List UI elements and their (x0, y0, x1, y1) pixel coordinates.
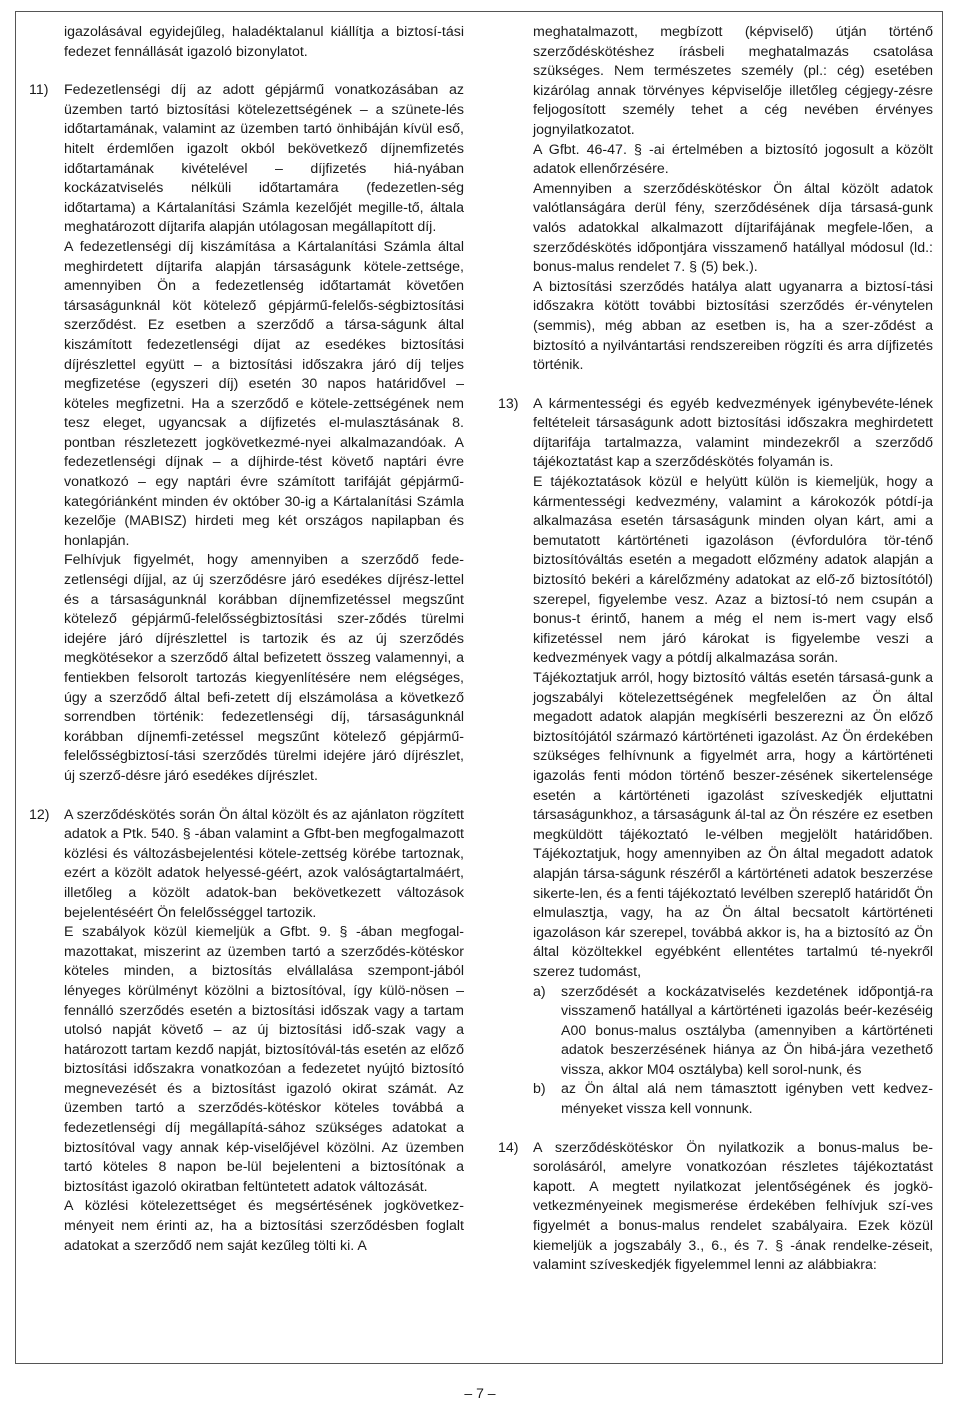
sub-item-a (533, 983, 933, 1081)
item-11-paragraph-2: A fedezetlenségi díj kiszámítása a Kártalanítási Számla által meghirdetett díjtarifa alapján társaságunk kötele-zettsége, amennyiben Ön a fedezetlenség időtartamát követően társaságunknál köt kötelező gépjármű-felelős-ségbiztosítási szerződést. Ez esetben a szerződő a társa-ságunk által kiszámított fedezetlenségi díjat az esedékes biztosítási díjrészlettel együtt – a biztosítási időszakra járó díj teljes megfizetése (egyszeri díj) esetén 30 napos határidővel – köteles megfizetni. Ha a szerződő e kötele-zettségének nem tesz eleget, ugyancsak a díjfizetés el-mulasztásának 8. pontban részletezett jogkövetkezmé-nyei alkalmazandóak. A fedezetlenségi díjnak – a díjhirde-tést követő naptári évre vonatkozó – egy naptári évre számított tarifáját gépjármű-kategóriánként minden év október 30-ig a Kártalanítási Számla kezelője (MABISZ) hirdeti meg két országos napilapban és honlapján. (64, 238, 464, 549)
paragraph: A Gfbt. 46-47. § -ai értelmében a biztosító jogosult a közölt adatok ellenőrzésére. (533, 141, 933, 178)
item-number: 11) (29, 82, 49, 99)
item-14-paragraph-1: A szerződéskötéskor Ön nyilatkozik a bonus-malus be-sorolásáról, amelyre vonatkozóan részletes tájékoztatást kapott. A megtett nyilatkozat jelentőségének és jogkö-vetkezményeinek megismerése érdekében felhívjuk szí-ves figyelmét a bonus-malus rendelet szabályaira. Ezek közül kiemeljük a jogszabály 3., 6., és 7. § -ának rendelke-zéseit, valamint szíveskedjék figyelemmel lenni az alábbiakra: (533, 1139, 933, 1274)
right-column (498, 23, 933, 1276)
item-number: 14) (498, 1139, 519, 1156)
item-13-paragraph-2: E tájékoztatások közül e helyütt külön is kiemeljük, hogy a kármentességi kedvezmény, valamint a károkozók pótdí-ja alkalmazása esetén társaságunk minden olyan kárt, ami a bemutatott kártörténeti igazoláson (évfordulóra tör-ténő biztosítóváltás esetén a megadott előzmény adatok alapján a biztosító bekéri a kárelőzmény adatokat az elő-ző biztosítótól) szerepel, figyelembe vesz. Azaz a biztosí-tó nem csupán a bonus-t érintő, hanem a még el nem is-mert vagy első kifizetéssel nem járó károkat is figyelembe veszi a kedvezmények vagy a pótdíj alkalmazása során. (533, 474, 933, 667)
item-12-paragraph-1: A szerződéskötés során Ön által közölt és az ajánlaton rögzített adatok a Ptk. 540. § -ában valamint a Gfbt-ben megfogalmazott közlési és változásbejelentési kötele-zettség körébe tartoznak, ezért a közölt adatok helyessé-géért, azok valóságtartalmáért, illetőleg a közölt adatok-ban bekövetkezett változások bejelentéséért Ön felelősséggel tartozik. (64, 806, 464, 921)
item-number: 12) (29, 806, 50, 823)
sub-item-b (533, 1080, 933, 1119)
paragraph-continued: meghatalmazott, megbízott (képviselő) útján történő szerződéskötéshez írásbeli meghatalmazás csatolása szükséges. Nem természetes személy (pl.: cég) esetében kizárólag annak törvényes képviselője illetőleg cégjegy-zésre feljogosított személy tehet a cég nevében érvényes jognyilatkozatot. (533, 24, 933, 138)
item-14 (498, 1139, 933, 1276)
item-12 (29, 806, 464, 1257)
paragraph: Amennyiben a szerződéskötéskor Ön által közölt adatok valótlanságára derül fény, szerződésének díja társasá-gunk valós adatokkal alkalmazott díjtarifájának megfele-lően, a szerződéskötés időpontjára visszamenő hatállyal módosul (ld.: bonus-malus rendelet 7. § (5) bek.). (533, 180, 933, 276)
item-11-paragraph-1: Fedezetlenségi díj az adott gépjármű vonatkozásában az üzemben tartó biztosítási kötelezettségének – a szünete-lés időtartamának, valamint az üzemben tartó önhibáján kívül eső, hitelt érdemlően igazolt okból bekövetkező díjnemfizetés időtartamának kivételével – díjfizetés hiá-nyában kockázatviselés nélküli időtartamára (fedezetlen-ség időtartama) a Kártalanítási Számla kezelőjét megille-tő, általa meghatározott díjtarifa alapján utólagosan megállapított díj. (64, 82, 464, 236)
paragraph-continued: igazolásával egyidejűleg, haladéktalanul kiállítja a biztosí-tási fedezet fennállását igazoló bizonylatot. (64, 24, 464, 60)
page-number: – 7 – (464, 1385, 496, 1401)
item-11-paragraph-3: Felhívjuk figyelmét, hogy amennyiben a szerződő fede-zetlenségi díjjal, az új szerződésre járó esedékes díjrész-lettel és a társaságunknál korábban díjnemfizetéssel megszűnt kötelező gépjármű-felelősségbiztosítási szer-ződés türelmi idejére járó díjrészlettel is tartozik és az új szerződés megkötésekor a szerződő által befizetett összeg valamennyi, a fentiekben felsorolt tartozás kiegyenlítésére nem elégséges, úgy a szerződő által befi-zetett díj elszámolása a következő sorrendben történik: fedezetlenségi díj, társaságunknál korábban díjnemfi-zetéssel megszűnt kötelező gépjármű-felelősségbiztosí-tási szerződés türelmi idejére járó díjrészlet, új szerző-désre járó esedékes díjrészlet. (64, 552, 464, 784)
sub-item-label: a) (533, 983, 546, 1000)
item-11 (29, 81, 464, 786)
item-13-paragraph-1: A kármentességi és egyéb kedvezmények igénybevéte-lének feltételeit társaságunk adott biztosítási időszakra meghirdetett díjtarifája tartalmazza, valamint mindezekről a szerződő tájékoztatást kap a szerződéskötés folyamán is. (533, 395, 933, 471)
sub-item-text: az Ön által alá nem támasztott igényben vett kedvez-ményeket vissza kell vonnunk. (561, 1081, 933, 1118)
item-number: 13) (498, 395, 519, 412)
sub-item-text: szerződését a kockázatviselés kezdetének időpontjá-ra visszamenő hatállyal a kártörténeti igazolás beér-kezéséig A00 bonus-malus osztályba (amennyiben a kártörténeti adatok beszerzésének hiánya az Ön hibá-jára vezethető vissza, akkor M04 osztályba) kell sorol-nunk, és (561, 983, 933, 1078)
sub-item-label: b) (533, 1081, 546, 1098)
paragraph: A biztosítási szerződés hatálya alatt ugyanarra a biztosí-tási időszakra kötött további biztosítási szerződés ér-vénytelen (semmis), még abban az esetben is, ha a szer-ződést a biztosító a nyilvántartási rendszereiben rögzíti és arra díjfizetés történik. (533, 278, 933, 374)
item-13 (498, 395, 933, 1120)
item-13-paragraph-3: Tájékoztatjuk arról, hogy biztosító váltás esetén társasá-gunk a jogszabályi kötelezettségének megfelelően az Ön által megadott adatok alapján megkísérli beszerezni az Ön előző biztosítójától származó kártörténeti igazolást. Az Ön érdekében szükséges felhívnunk a figyelmét arra, hogy a kártörténeti igazolás fenti módon történő beszer-zésének sikertelensége esetén a kártörténeti igazolást szíveskedjék eljuttatni társaságunkhoz, a társaságunk ál-tal az Ön részére ez esetben megküldött tájékoztató le-vélben megjelölt határidőben. Tájékoztatjuk, hogy amennyiben az Ön által megadott adatok alapján társa-ságunk részéről a kártörténeti adatok beszerzése sikerte-len, és a fenti tájékoztató levélben szereplő határidőt Ön elmulasztja, vagy, ha az Ön által becsatolt kártörténeti igazoláson kár szerepel, továbbá akkor is, ha a biztosító az Ön által közöltekkel egyébként ellentétes tartalmú té-nyekről szerez tudomást, (533, 670, 933, 980)
item-12-paragraph-3: A közlési kötelezettséget és megsértésének jogkövetkez-ményeit nem érinti az, ha a biztosítási szerződésben foglalt adatokat a szerződő nem saját kezűleg tölti ki. A (64, 1198, 464, 1254)
item-12-paragraph-2: E szabályok közül kiemeljük a Gfbt. 9. § -ában megfogal-mazottakat, miszerint az üzemben tartó a szerződés-kötéskor köteles minden, a biztosítás elvállalása szempont-jából lényeges körülményt közölni a biztosítóval, így külö-nösen – fennálló szerződés esetén a biztosítási időszak vagy a tartam utolsó napját követő – az új biztosítási idő-szak vagy a határozott tartam kezdő napját, biztosítóvál-tás esetén az előző biztosítási időszakra vonatkozóan a fedezetet nyújtó biztosító megnevezését és a biztosítást igazoló okirat számát. Az üzemben tartó a szerződés-kötéskor köteles továbbá a fedezetlenségi díj megállapítá-sához szükséges adatokat a biztosítóval vagy annak kép-viselőjével közölni. Az üzemben tartó köteles 8 napon be-lül bejelenteni a biztosítónak a biztosítást igazoló okiratban feltüntetett adatok változását. (64, 924, 464, 1195)
left-column (29, 23, 464, 1256)
